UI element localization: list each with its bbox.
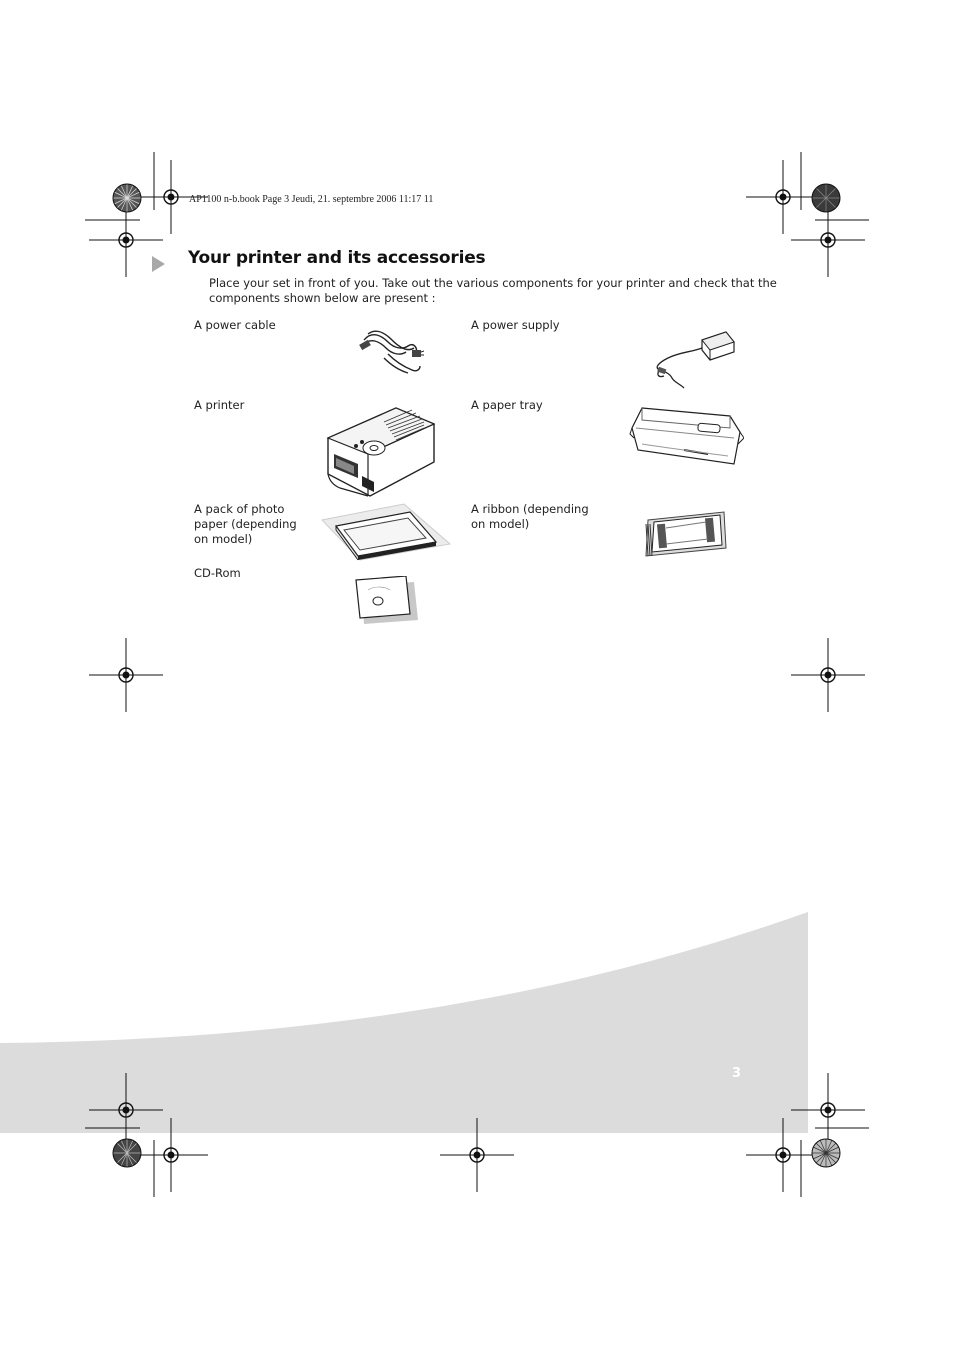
print-info: AP1100 n-b.book Page 3 Jeudi, 21. septembre 2006 11:17 11 — [189, 194, 434, 205]
item-label-printer: A printer — [194, 398, 245, 412]
star-target-icon — [811, 183, 841, 213]
item-label-photo-paper: A pack of photo paper (depending on model) — [194, 502, 297, 546]
item-label-ribbon: A ribbon (depending on model) — [471, 502, 589, 531]
registration-mark-icon — [791, 203, 865, 277]
registration-mark-icon — [440, 1118, 514, 1192]
registration-mark-icon — [89, 638, 163, 712]
power-cable-illustration — [358, 326, 424, 376]
section-arrow-icon — [152, 256, 165, 272]
registration-mark-icon — [746, 1118, 820, 1192]
star-target-icon — [811, 1138, 841, 1168]
paper-tray-illustration — [628, 402, 744, 466]
star-target-icon — [112, 1138, 142, 1168]
intro-paragraph: Place your set in front of you. Take out the various components for your printer and check that the components shown below are present : — [209, 276, 777, 305]
photo-paper-illustration — [318, 500, 452, 562]
item-label-cd-rom: CD-Rom — [194, 566, 241, 580]
star-target-icon — [112, 183, 142, 213]
printer-illustration — [322, 402, 440, 498]
cd-rom-illustration — [352, 576, 422, 626]
page-number: 3 — [732, 1066, 742, 1081]
registration-mark-icon — [791, 638, 865, 712]
ribbon-illustration — [642, 510, 728, 560]
item-label-paper-tray: A paper tray — [471, 398, 543, 412]
page-title: Your printer and its accessories — [188, 248, 486, 268]
registration-mark-icon — [134, 1118, 208, 1192]
power-supply-illustration — [650, 330, 736, 392]
item-label-power-cable: A power cable — [194, 318, 276, 332]
item-label-power-supply: A power supply — [471, 318, 560, 332]
